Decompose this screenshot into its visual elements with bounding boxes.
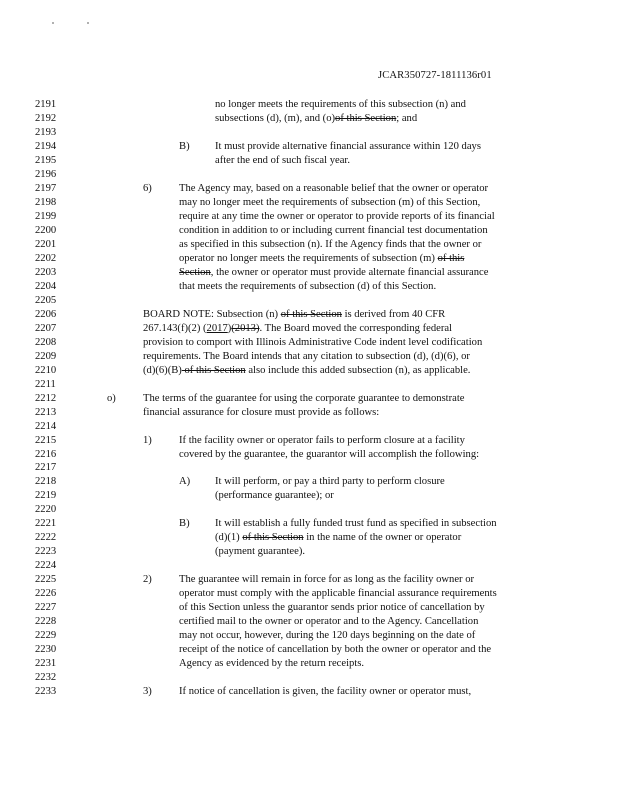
line-number: 2228 (35, 616, 57, 628)
line-number: 2199 (35, 210, 57, 222)
line-number: 2193 (35, 126, 57, 138)
deleted-text: of this Section (181, 364, 246, 376)
text-run: It will perform, or pay a third party to perform closure (215, 476, 445, 488)
item-label: 1) (143, 434, 152, 446)
text-run: (payment guarantee). (215, 546, 306, 558)
document-line (35, 657, 578, 671)
text-run: . The Board moved the corresponding federal (259, 322, 453, 334)
line-text (143, 406, 379, 420)
item-label: B) (179, 518, 190, 530)
text-run: after the end of such fiscal year. (215, 154, 351, 166)
document-line (35, 685, 578, 699)
line-number: 2222 (35, 532, 57, 544)
text-run: Agency as evidenced by the return receipts. (179, 658, 365, 670)
document-id-header: JCAR350727-1811136r01 (378, 70, 492, 81)
line-text (143, 308, 445, 322)
document-line (35, 182, 578, 196)
document-line (35, 98, 578, 112)
item-label: B) (179, 140, 190, 152)
text-run: (d)(6)(B) (143, 364, 182, 376)
item-label: 6) (143, 182, 152, 194)
item-label: o) (107, 392, 116, 404)
line-number: 2196 (35, 168, 57, 180)
line-number: 2207 (35, 322, 57, 334)
document-line (35, 434, 578, 448)
line-number: 2216 (35, 448, 57, 460)
document-line (35, 140, 578, 154)
line-number: 2229 (35, 630, 57, 642)
document-line (35, 350, 578, 364)
line-text (215, 545, 305, 559)
line-number: 2230 (35, 644, 57, 656)
line-text (179, 238, 481, 252)
item-label: 2) (143, 574, 152, 586)
text-run: is derived from 40 CFR (341, 308, 446, 320)
line-text (179, 280, 436, 294)
text-run: (performance guarantee); or (215, 490, 334, 502)
text-run: operator must comply with the applicable financial assurance requirements (179, 588, 497, 600)
document-line (35, 406, 578, 420)
line-number: 2210 (35, 364, 57, 376)
line-number: 2227 (35, 602, 57, 614)
line-number: 2209 (35, 350, 57, 362)
document-line (35, 308, 578, 322)
line-number: 2194 (35, 140, 57, 152)
text-run: requirements. The Board intends that any citation to subsection (d), (d)(6), or (143, 350, 470, 362)
document-line (35, 392, 578, 406)
text-run: BOARD NOTE: Subsection (n) (143, 308, 281, 320)
text-run: operator no longer meets the requirements of subsection (m) (179, 252, 438, 264)
line-number: 2205 (35, 294, 57, 306)
line-number: 2233 (35, 686, 57, 698)
line-number: 2231 (35, 658, 57, 670)
document-line (35, 517, 578, 531)
item-label: A) (179, 476, 191, 488)
text-run: require at any time the owner or operator to provide reports of its financial (179, 210, 495, 222)
document-line (35, 336, 578, 350)
line-text (215, 517, 497, 531)
text-run: may not occur, however, during the 120 days beginning on the date of (179, 630, 476, 642)
line-number: 2211 (35, 378, 56, 390)
line-text (179, 615, 478, 629)
text-run: of this Section unless the guarantor sends prior notice of cancellation by (179, 602, 485, 614)
line-text (215, 475, 445, 489)
text-run: no longer meets the requirements of this subsection (n) and (215, 99, 466, 110)
document-line (35, 643, 578, 657)
document-line (35, 322, 578, 336)
text-run: 267.143(f)(2) ( (143, 322, 207, 334)
inserted-text: 2017 (206, 322, 228, 334)
line-text (179, 573, 474, 587)
line-number: 2225 (35, 574, 57, 586)
deleted-text: of this Section (280, 308, 342, 320)
line-text (179, 182, 488, 196)
line-text (179, 434, 465, 448)
line-number: 2220 (35, 504, 57, 516)
text-run: certified mail to the owner or operator and to the Agency. Cancellation (179, 616, 479, 628)
line-number: 2200 (35, 224, 57, 236)
line-text (179, 643, 491, 657)
line-text (215, 112, 417, 126)
deleted-text: of this Section (242, 532, 304, 544)
document-line (35, 112, 578, 126)
document-line (35, 294, 578, 308)
text-run: If the facility owner or operator fails to perform closure at a facility (179, 434, 465, 446)
text-run: covered by the guarantee, the guarantor will accomplish the following: (179, 448, 480, 460)
text-run: The terms of the guarantee for using the corporate guarantee to demonstrate (143, 392, 465, 404)
document-line (35, 168, 578, 182)
text-run: receipt of the notice of cancellation by both the owner or operator and the (179, 644, 492, 656)
document-line (35, 224, 578, 238)
document-line (35, 531, 578, 545)
line-number: 2201 (35, 238, 57, 250)
line-text (179, 601, 485, 615)
line-text (179, 196, 480, 210)
document-line (35, 615, 578, 629)
line-text (179, 587, 497, 601)
document-line (35, 210, 578, 224)
document-line (35, 126, 578, 140)
text-run: ; and (396, 112, 418, 124)
line-text (143, 350, 470, 364)
line-text (179, 252, 464, 266)
line-number: 2219 (35, 490, 57, 502)
line-number: 2202 (35, 252, 57, 264)
line-number: 2203 (35, 266, 57, 278)
line-text (215, 531, 461, 545)
text-run: as specified in this subsection (n). If the Agency finds that the owner or (179, 238, 482, 250)
text-run: If notice of cancellation is given, the facility owner or operator must, (179, 686, 472, 698)
document-line (35, 503, 578, 517)
document-line (35, 573, 578, 587)
document-line (35, 238, 578, 252)
line-text (215, 489, 334, 503)
line-number: 2204 (35, 280, 57, 292)
text-run: in the name of the owner or operator (303, 532, 462, 544)
document-line (35, 461, 578, 475)
text-run: It must provide alternative financial assurance within 120 days (215, 140, 481, 152)
line-number: 2218 (35, 476, 57, 488)
deleted-text: of this Section (335, 112, 397, 124)
line-number: 2215 (35, 434, 57, 446)
line-text (179, 685, 471, 699)
document-line (35, 266, 578, 280)
line-number: 2232 (35, 672, 57, 684)
line-text (143, 392, 465, 406)
text-run: (d)(1) (215, 532, 243, 544)
document-line (35, 629, 578, 643)
text-run: condition in addition to or including current financial test documentation (179, 224, 488, 236)
text-run: ) (227, 322, 232, 334)
text-run: It will establish a fully funded trust fund as specified in subsection (215, 518, 497, 530)
text-run: may no longer meet the requirements of subsection (m) of this Section, (179, 196, 481, 208)
text-run: The Agency may, based on a reasonable belief that the owner or operator (179, 182, 489, 194)
document-line (35, 545, 578, 559)
deleted-text: Section (179, 266, 211, 278)
line-text (179, 224, 488, 238)
line-number: 2195 (35, 154, 57, 166)
document-line (35, 364, 578, 378)
text-run: financial assurance for closure must provide as follows: (143, 406, 380, 418)
line-number: 2214 (35, 420, 57, 432)
document-line (35, 154, 578, 168)
text-run: The guarantee will remain in force for as long as the facility owner or (179, 574, 475, 586)
document-line (35, 378, 578, 392)
line-text (215, 140, 481, 154)
deleted-text: of this (437, 252, 465, 264)
line-text (215, 98, 466, 112)
line-text (143, 364, 470, 378)
line-text (179, 448, 479, 462)
line-number: 2224 (35, 560, 57, 572)
line-number: 2217 (35, 462, 57, 474)
line-text (215, 154, 350, 168)
document-line (35, 559, 578, 573)
line-text (143, 322, 452, 336)
line-text (179, 210, 495, 224)
document-line (35, 671, 578, 685)
line-text (179, 266, 488, 280)
item-label: 3) (143, 686, 152, 698)
line-text (179, 629, 475, 643)
line-number: 2208 (35, 336, 57, 348)
scan-mark-1 (52, 22, 54, 24)
line-number: 2198 (35, 196, 57, 208)
line-number: 2197 (35, 182, 57, 194)
line-text (143, 336, 482, 350)
document-line (35, 252, 578, 266)
text-run: that meets the requirements of subsection (d) of this Section. (179, 280, 437, 292)
document-line (35, 489, 578, 503)
text-run: also include this added subsection (n), as applicable. (245, 364, 471, 376)
line-number: 2212 (35, 392, 57, 404)
line-number: 2221 (35, 518, 57, 530)
line-number: 2213 (35, 406, 57, 418)
document-line (35, 475, 578, 489)
document-line (35, 587, 578, 601)
text-run: , the owner or operator must provide alternate financial assurance (210, 266, 489, 278)
line-number: 2206 (35, 308, 57, 320)
deleted-text: (2013) (231, 322, 260, 334)
document-line (35, 601, 578, 615)
text-run: provision to comport with Illinois Administrative Code indent level codification (143, 336, 483, 348)
document-line (35, 196, 578, 210)
line-number: 2192 (35, 112, 57, 124)
document-line (35, 420, 578, 434)
document-line (35, 280, 578, 294)
line-text (179, 657, 364, 671)
line-number: 2191 (35, 99, 57, 110)
text-run: subsections (d), (m), and (o) (215, 112, 336, 124)
document-line (35, 448, 578, 462)
line-number: 2223 (35, 546, 57, 558)
line-number: 2226 (35, 588, 57, 600)
scan-mark-2 (87, 22, 89, 24)
